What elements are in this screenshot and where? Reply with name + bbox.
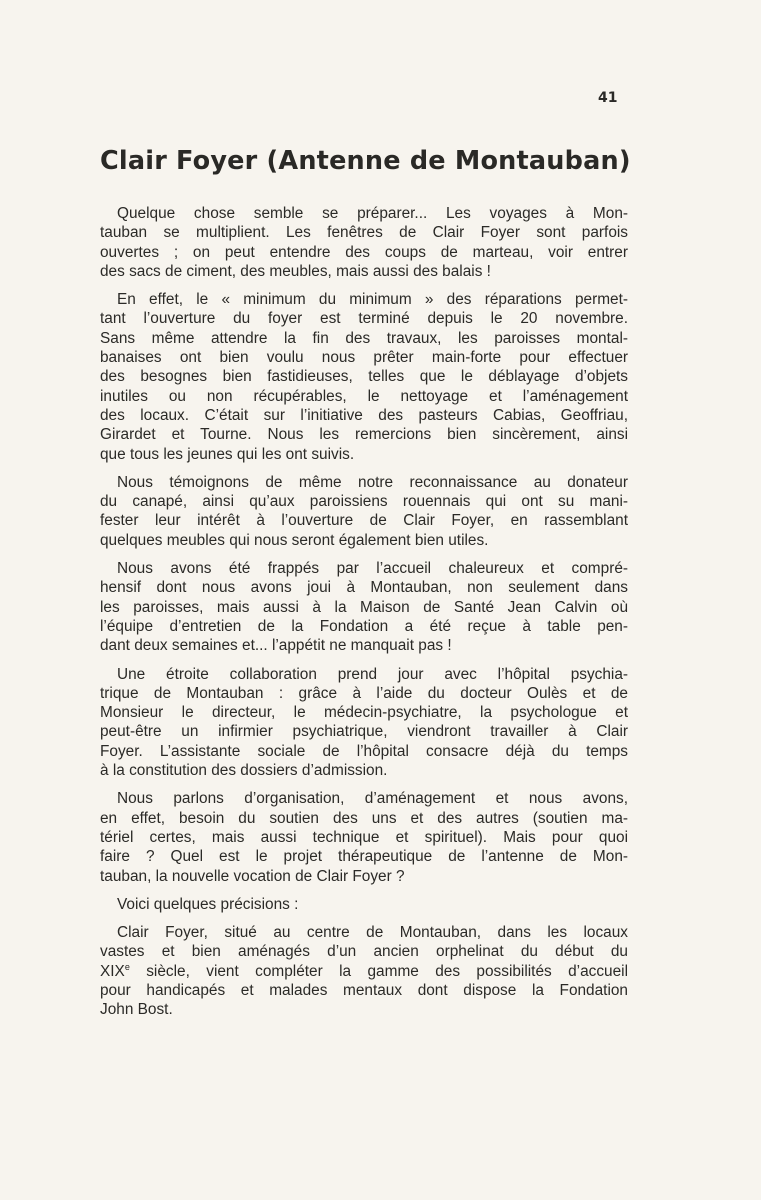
- text-line: des sacs de ciment, des meubles, mais aussi des balais !: [100, 262, 491, 280]
- text-line: Nous parlons d’organisation, d’aménagement et nous avons,: [117, 790, 628, 808]
- text-line: ouvertes ; on peut entendre des coups de marteau, voir entrer: [100, 243, 628, 261]
- text-line: pour handicapés et malades mentaux dont dispose la Fondation: [100, 981, 628, 999]
- text-line: [100, 962, 628, 981]
- text-line: vastes et bien aménagés d’un ancien orphelinat du début du: [100, 943, 628, 961]
- text-line: banaises ont bien voulu nous prêter main-forte pour effectuer: [100, 349, 628, 367]
- text-line: Sans même attendre la fin des travaux, les paroisses montal-: [100, 329, 628, 347]
- paragraph: [100, 665, 628, 781]
- text-line: Monsieur le directeur, le médecin-psychiatre, la psychologue et: [100, 704, 628, 722]
- text-line: tauban se multiplient. Les fenêtres de Clair Foyer sont parfois: [100, 224, 628, 242]
- text-line: trique de Montauban : grâce à l’aide du docteur Oulès et de: [100, 684, 628, 702]
- text-line: Nous témoignons de même notre reconnaissance au donateur: [117, 473, 628, 491]
- text-line: Girardet et Tourne. Nous les remercions bien sincèrement, ainsi: [100, 426, 628, 444]
- roman-century: XIX: [100, 962, 125, 980]
- text-line: peut-être un infirmier psychiatrique, viendront travailler à Clair: [100, 723, 628, 741]
- text-line: du canapé, ainsi qu’aux paroissiens rouennais qui ont su mani-: [100, 493, 628, 511]
- text-line: Nous avons été frappés par l’accueil chaleureux et compré-: [117, 560, 628, 578]
- paragraph: [100, 895, 628, 914]
- text-line: les paroisses, mais aussi à la Maison de Santé Jean Calvin où: [100, 598, 628, 616]
- text-line: Foyer. L’assistante sociale de l’hôpital consacre déjà du temps: [100, 742, 628, 760]
- paragraph: [100, 204, 628, 281]
- paragraph: [100, 290, 628, 464]
- text-line: en effet, besoin du soutien des uns et des autres (soutien ma-: [100, 809, 628, 827]
- text-line: tant l’ouverture du foyer est terminé depuis le 20 novembre.: [100, 310, 628, 328]
- text-line: Une étroite collaboration prend jour avec l’hôpital psychia-: [117, 665, 628, 683]
- text-line: hensif dont nous avons joui à Montauban, non seulement dans: [100, 579, 628, 597]
- page-title: Clair Foyer (Antenne de Montauban): [100, 146, 631, 176]
- text-line: Quelque chose semble se préparer... Les voyages à Mon-: [117, 205, 628, 222]
- text-line: tauban, la nouvelle vocation de Clair Foyer ?: [100, 867, 405, 885]
- ordinal-superscript: e: [124, 961, 130, 972]
- text-line: tériel certes, mais aussi technique et spirituel). Mais pour quoi: [100, 828, 628, 846]
- text-line: inutiles ou non récupérables, le nettoyage et l’aménagement: [100, 387, 628, 405]
- text-line: des locaux. C’était sur l’initiative des pasteurs Cabias, Geoffriau,: [100, 406, 628, 424]
- text-line: fester leur intérêt à l’ouverture de Clair Foyer, en rassemblant: [100, 512, 628, 530]
- paragraph: [100, 473, 628, 550]
- text-line: Clair Foyer, situé au centre de Montauban, dans les locaux: [117, 924, 628, 942]
- text-line: à la constitution des dossiers d’admission.: [100, 762, 388, 780]
- text-line: des besognes bien fastidieuses, telles que le déblayage d’objets: [100, 368, 628, 386]
- paragraph: [100, 559, 628, 655]
- final-paragraph: [100, 923, 628, 1019]
- text-line: faire ? Quel est le projet thérapeutique de l’antenne de Mon-: [100, 848, 628, 866]
- page-number: 41: [598, 90, 618, 106]
- text-line: Voici quelques précisions :: [117, 895, 299, 913]
- text-line: quelques meubles qui nous seront également bien utiles.: [100, 531, 489, 549]
- text-line: En effet, le « minimum du minimum » des réparations permet-: [117, 291, 628, 309]
- text-line: dant deux semaines et... l’appétit ne manquait pas !: [100, 637, 452, 655]
- text-line: John Bost.: [100, 1001, 173, 1019]
- text-fragment: siècle, vient compléter la gamme des possibilités d’accueil: [129, 962, 628, 980]
- article-body: [100, 204, 628, 1029]
- text-line: que tous les jeunes qui les ont suivis.: [100, 445, 355, 463]
- paragraph: [100, 789, 628, 885]
- text-line: l’équipe d’entretien de la Fondation a été reçue à table pen-: [100, 617, 628, 635]
